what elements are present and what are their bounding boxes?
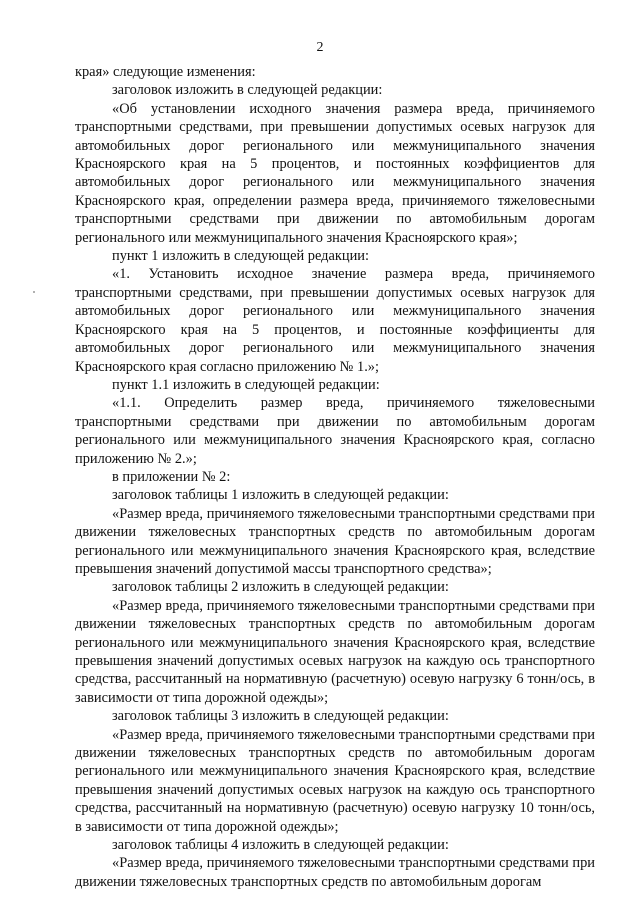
paragraph-item1-text: «1. Установить исходное значение размера вреда, причиняемого транспортными средствами, при превышении допустимых осевых нагрузок для автомобильных дорог регионального или межмуниципального значения Красноярского края на 5 процентов, и постоянные коэффициенты для автомобильных дорог регионального или межмуниципального значения Красноярского края согласно приложению № 1.»; bbox=[75, 266, 595, 375]
paragraph-table4-title: «Размер вреда, причиняемого тяжеловесными транспортными средствами при движении тяжеловесных транспортных средств по автомобильным дорогам bbox=[75, 855, 595, 890]
paragraph-continuation: края» следующие изменения: bbox=[75, 64, 256, 80]
paragraph-item1-1-instruction: пункт 1.1 изложить в следующей редакции: bbox=[112, 376, 380, 393]
paragraph-new-title: «Об установлении исходного значения размера вреда, причиняемого транспортными средствами, при превышении допустимых осевых нагрузок для автомобильных дорог регионального или межмуниципального значения Красноярского края на 5 процентов, и постоянных коэффициентов для автомобильных дорог регионального или межмуниципального значения Красноярского края, определении размера вреда, причиняемого тяжеловесными транспортными средствами при движении по автомобильным дорогам регионального или межмуниципального значения Красноярского края»; bbox=[75, 100, 595, 246]
paragraph-table2-title: «Размер вреда, причиняемого тяжеловесными транспортными средствами при движении тяжеловесных транспортных средств по автомобильным дорогам регионального или межмуниципального значения Красноярского края, вследствие превышения значений допустимых осевых нагрузок на каждую ось транспортного средства, рассчитанный на нормативную (расчетную) осевую нагрузку 6 тонн/ось, в зависимости от типа дорожной одежды»; bbox=[75, 597, 595, 706]
paragraph-item1-instruction: пункт 1 изложить в следующей редакции: bbox=[112, 248, 369, 265]
document-body bbox=[75, 63, 595, 891]
paragraph-table1-instruction: заголовок таблицы 1 изложить в следующей редакции: bbox=[112, 487, 449, 504]
paragraph-table4-instruction: заголовок таблицы 4 изложить в следующей редакции: bbox=[112, 837, 449, 854]
page-number: 2 bbox=[316, 40, 324, 55]
paragraph-appendix2: в приложении № 2: bbox=[112, 468, 231, 485]
paragraph-table3-instruction: заголовок таблицы 3 изложить в следующей редакции: bbox=[112, 708, 449, 725]
paragraph-item1-1-text: «1.1. Определить размер вреда, причиняемого тяжеловесными транспортными средствами при движении по автомобильным дорогам регионального или межмуниципального значения Красноярского края, согласно приложению № 2.»; bbox=[75, 395, 595, 467]
paragraph-title-instruction: заголовок изложить в следующей редакции: bbox=[112, 82, 383, 99]
margin-dot bbox=[33, 291, 35, 293]
paragraph-table2-instruction: заголовок таблицы 2 изложить в следующей редакции: bbox=[112, 579, 449, 596]
paragraph-table1-title: «Размер вреда, причиняемого тяжеловесными транспортными средствами при движении тяжеловесных транспортных средств по автомобильным дорогам регионального или межмуниципального значения Красноярского края, вследствие превышения значений допустимой массы транспортного средства»; bbox=[75, 505, 595, 577]
paragraph-table3-title: «Размер вреда, причиняемого тяжеловесными транспортными средствами при движении тяжеловесных транспортных средств по автомобильным дорогам регионального или межмуниципального значения Красноярского края, вследствие превышения значений допустимых осевых нагрузок на каждую ось транспортного средства, рассчитанный на нормативную (расчетную) осевую нагрузку 10 тонн/ось, в зависимости от типа дорожной одежды»; bbox=[75, 726, 595, 835]
